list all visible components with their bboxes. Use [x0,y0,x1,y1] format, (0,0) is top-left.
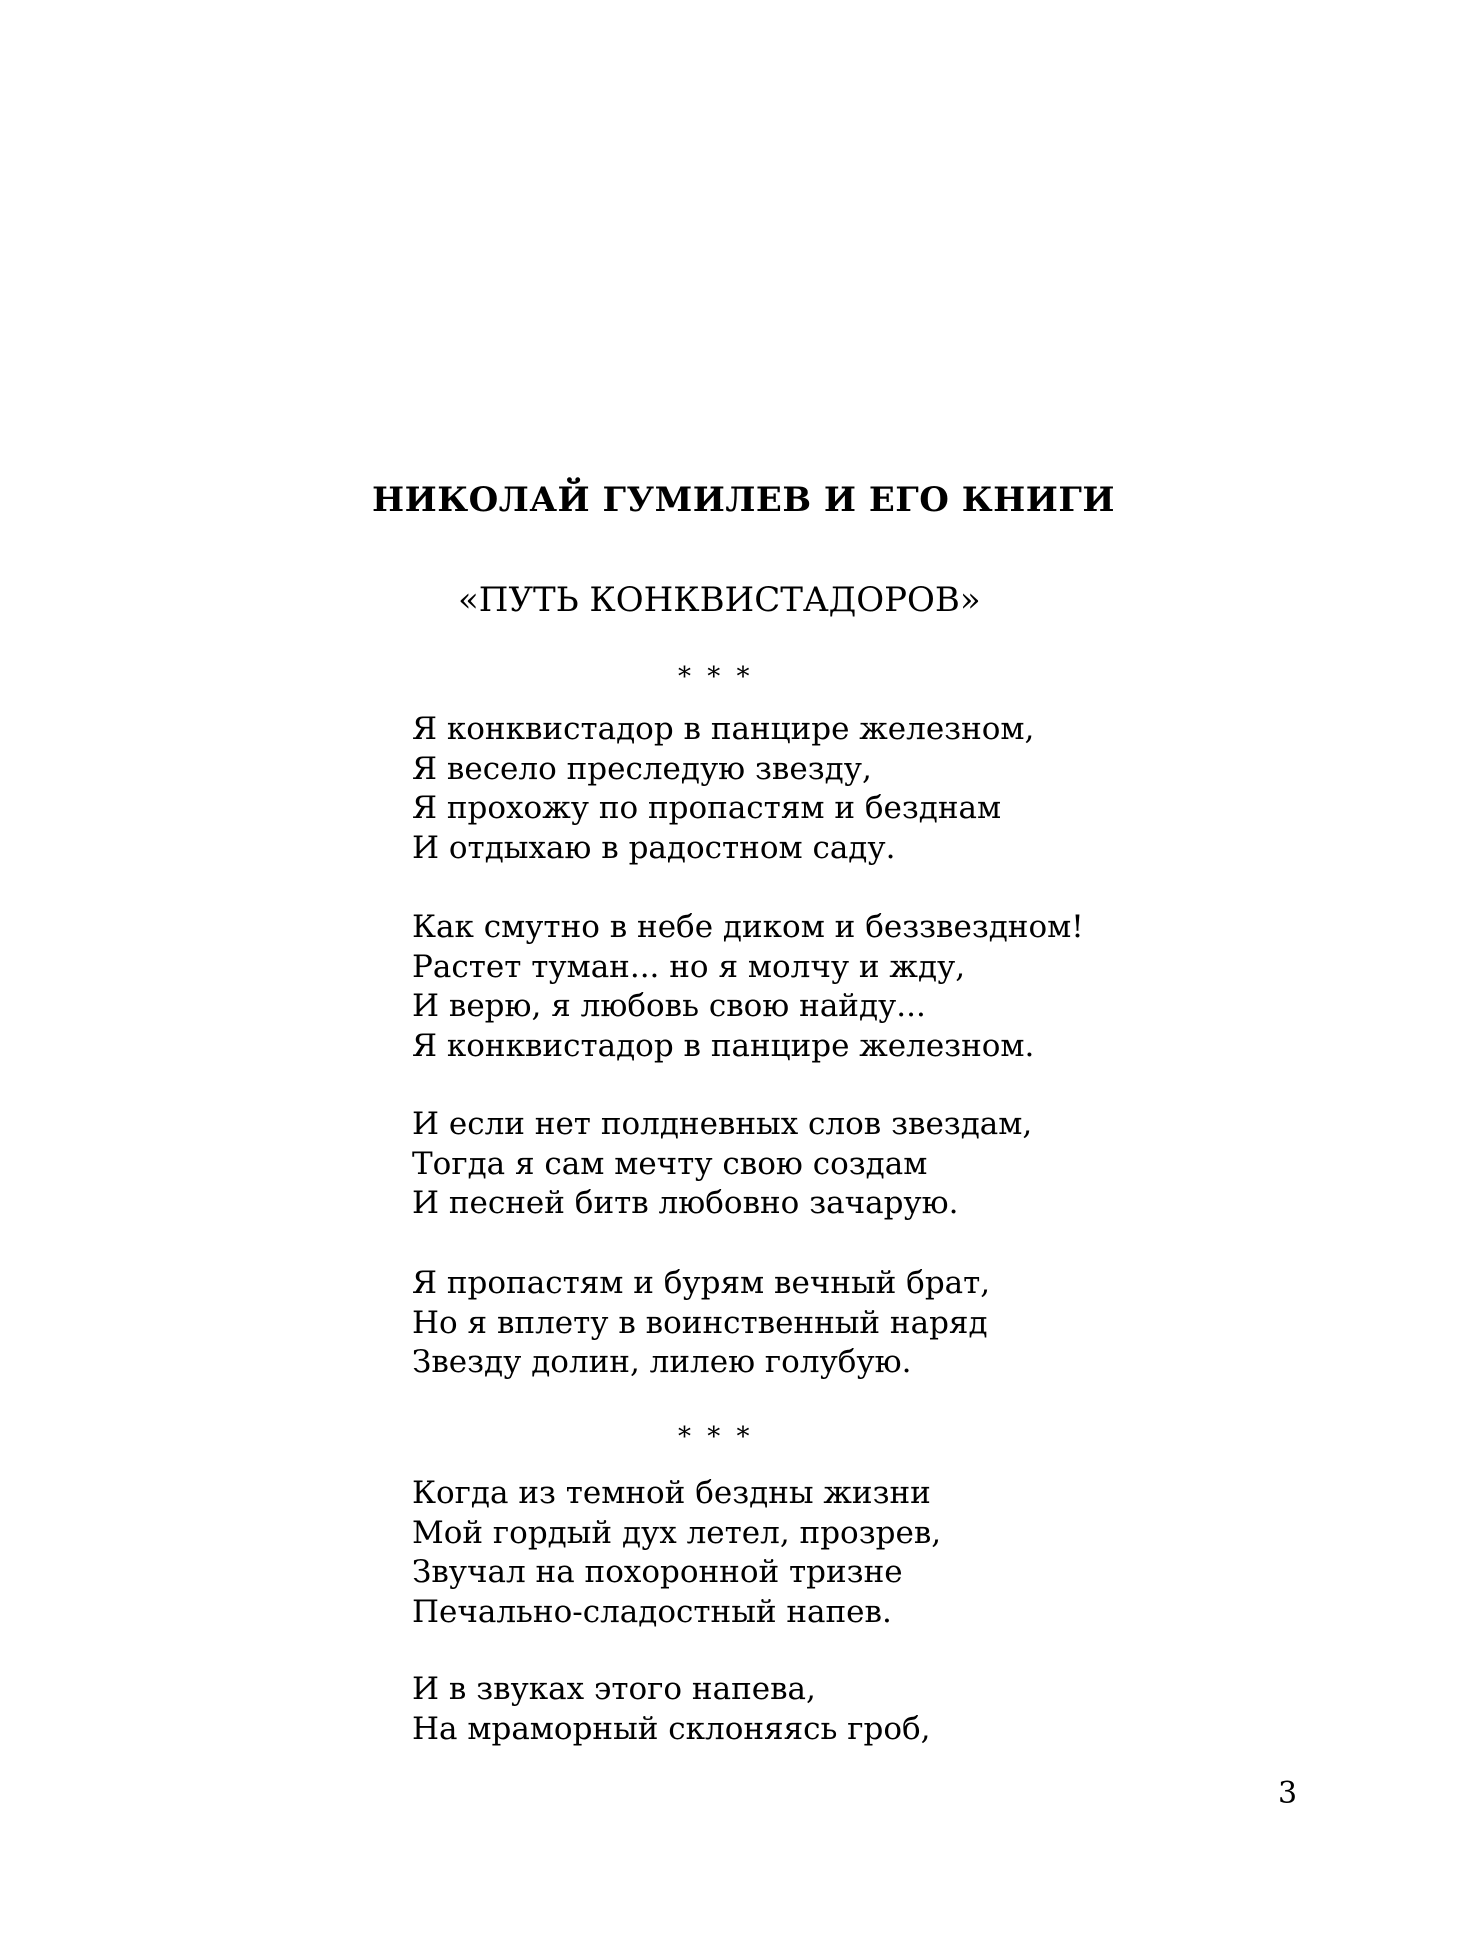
poem-2-stanza-1 [412,1474,941,1632]
verse-line: На мраморный склоняясь гроб, [412,1710,931,1747]
verse-line: Когда из темной бездны жизни [412,1475,931,1511]
verse-line: И если нет полдневных слов звездам, [412,1106,1033,1142]
verse-line: Мой гордый дух летел, прозрев, [412,1514,942,1551]
verse-line: Я пропастям и бурям вечный брат, [412,1265,991,1301]
poem-1-stanza-3 [412,1105,1032,1224]
verse-line: Как смутно в небе диком и беззвездном! [412,909,1084,945]
section-title: «ПУТЬ КОНКВИСТАДОРОВ» [458,580,981,620]
verse-line: Я конквистадор в панцире железном, [412,711,1035,747]
verse-line: Я весело преследую звезду, [412,750,872,787]
poem-2-stanza-2 [412,1670,931,1749]
verse-line: И отдыхаю в радостном саду. [412,829,896,866]
verse-line: Я конквистадор в панцире железном. [412,1027,1035,1064]
poem-1-stanza-1 [412,710,1034,868]
verse-line: Растет туман... но я молчу и жду, [412,948,966,985]
verse-line: Звучал на похоронной тризне [412,1554,903,1590]
verse-line: И верю, я любовь свою найду... [412,988,926,1024]
page-title: НИКОЛАЙ ГУМИЛЕВ И ЕГО КНИГИ [372,480,1115,520]
verse-line: Тогда я сам мечту свою создам [412,1145,928,1182]
poem-1-stanza-2 [412,908,1084,1066]
verse-line: И в звуках этого напева, [412,1671,816,1707]
verse-line: И песней битв любовно зачарую. [412,1185,959,1221]
verse-line: Я прохожу по пропастям и безднам [412,790,1002,826]
verse-line: Но я вплету в воинственный наряд [412,1304,988,1341]
poem-1-stanza-4 [412,1264,990,1383]
poem-separator: * * * [678,1422,754,1452]
poem-separator: * * * [678,662,754,692]
verse-line: Печально-сладостный напев. [412,1593,892,1630]
page-number: 3 [1278,1776,1298,1811]
verse-line: Звезду долин, лилею голубую. [412,1344,912,1380]
